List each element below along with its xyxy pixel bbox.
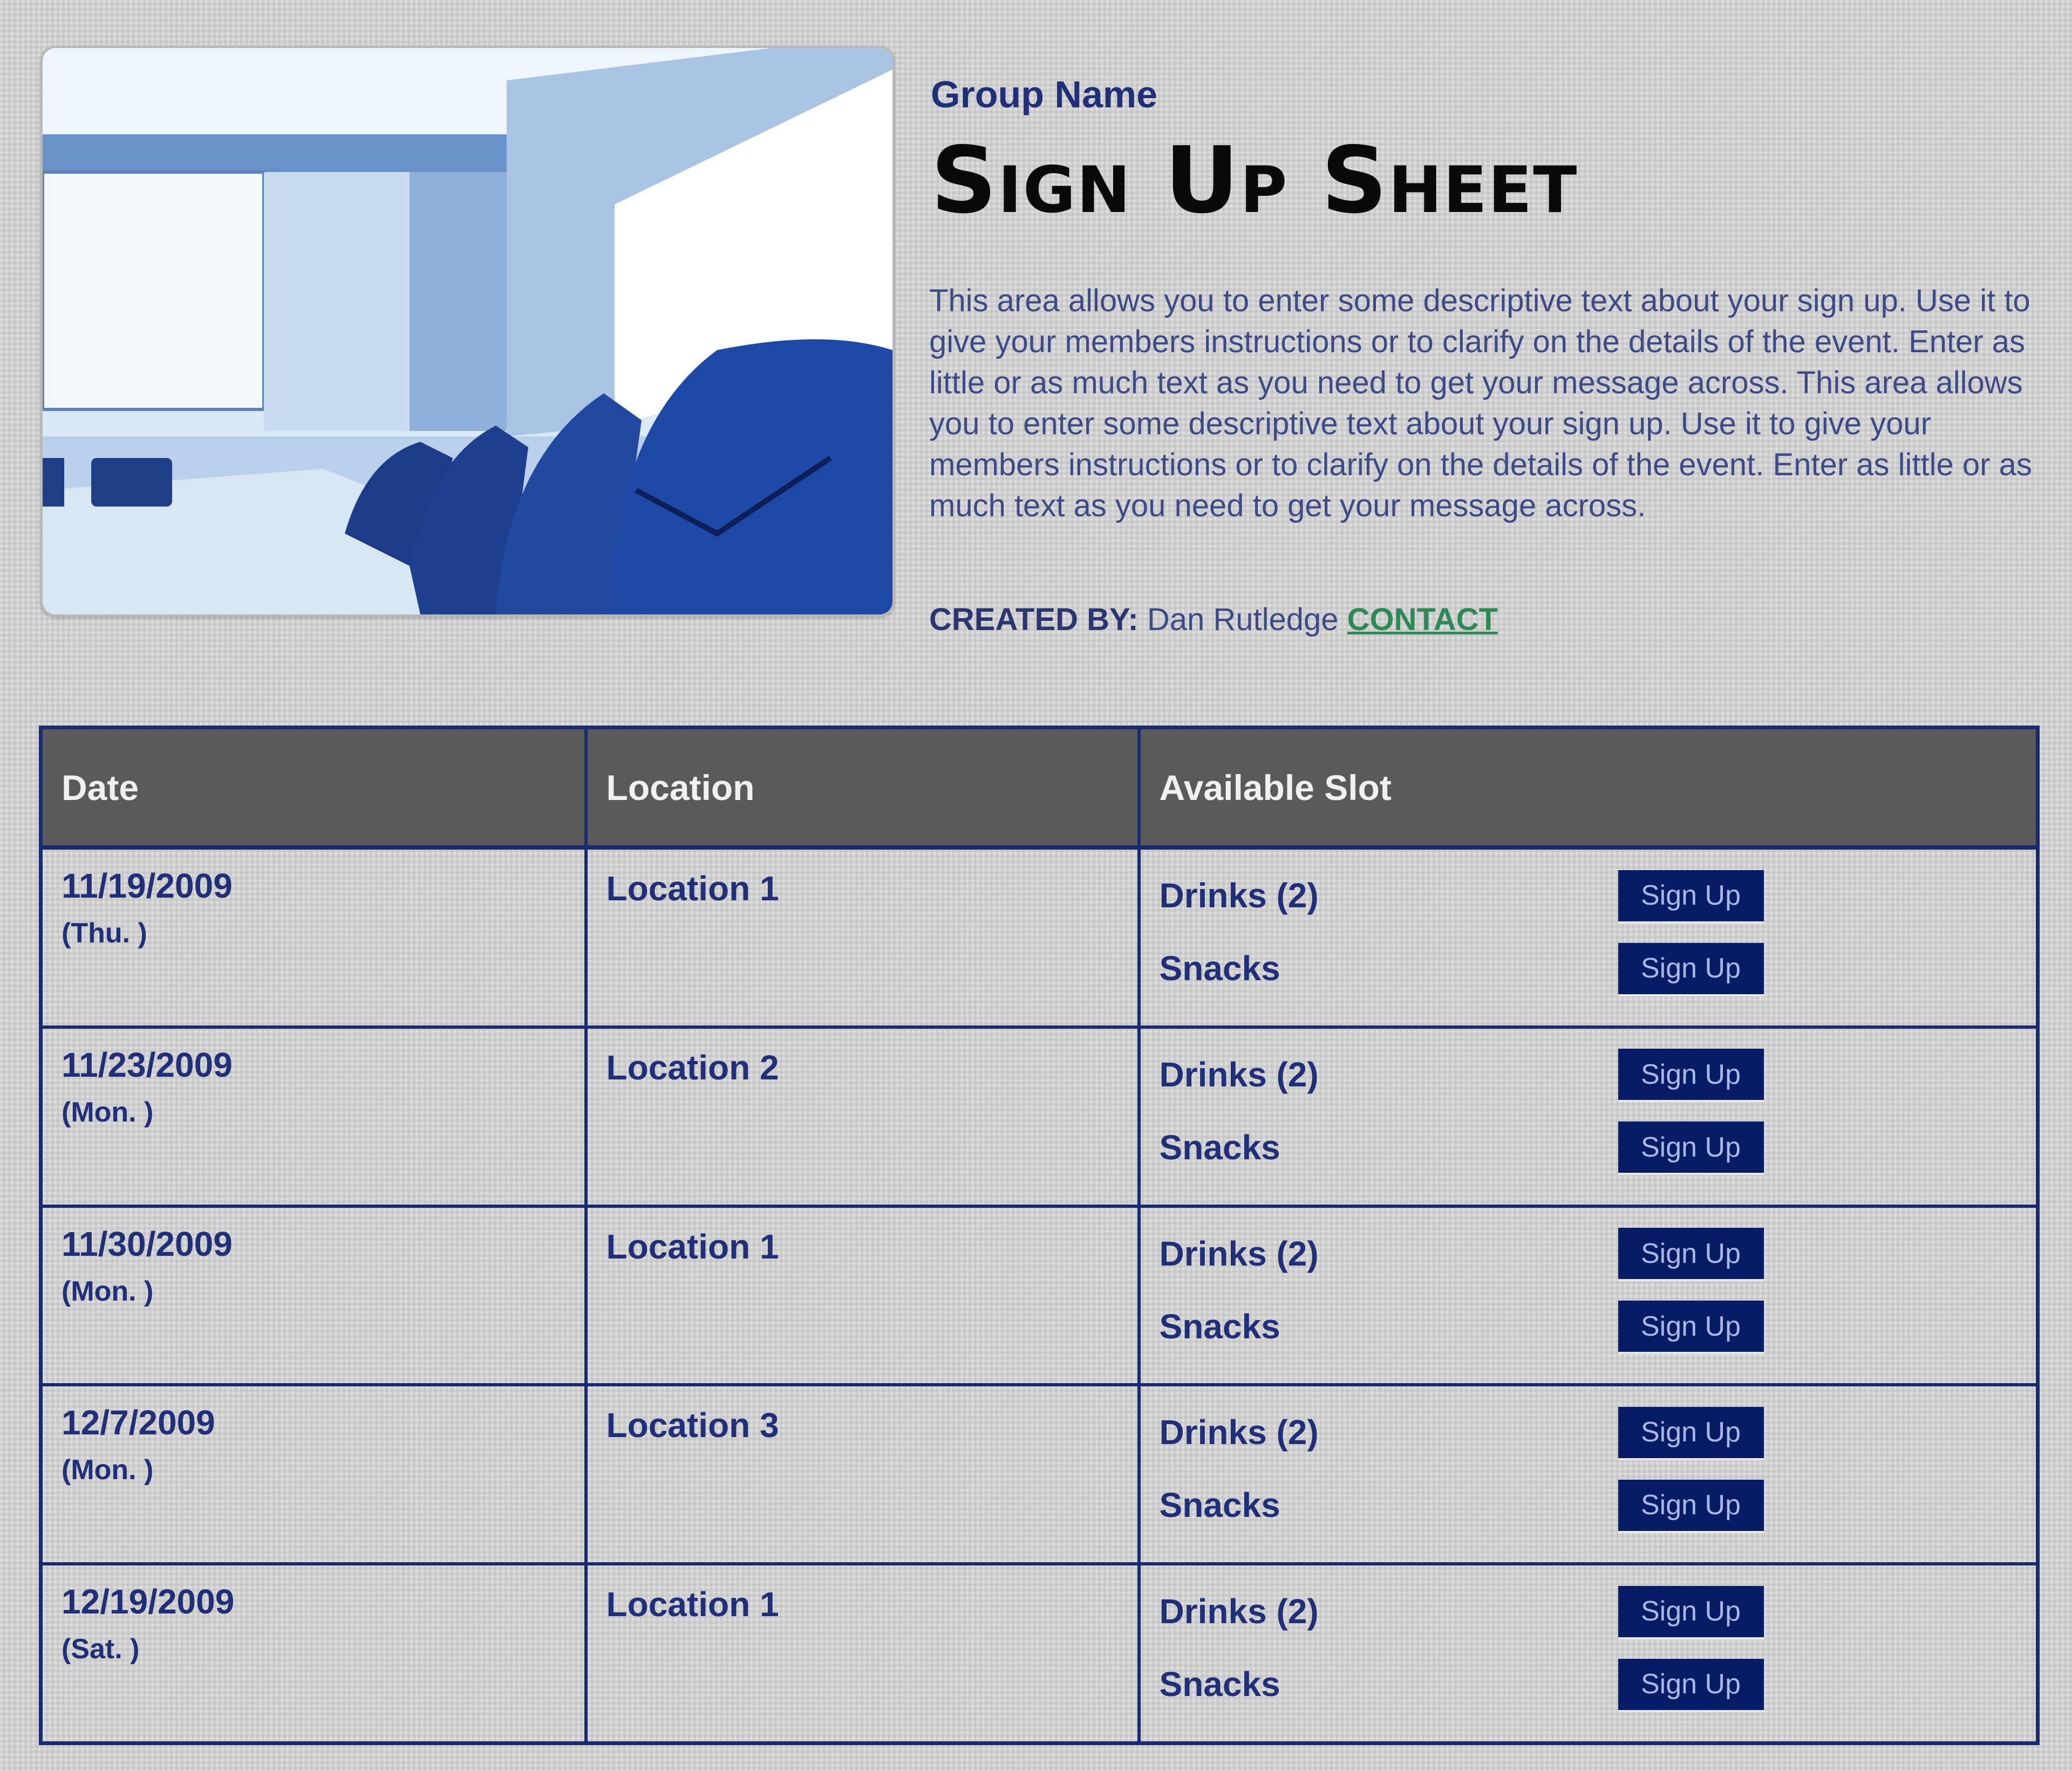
location-cell: Location 2	[586, 1027, 1139, 1206]
slot-item	[1160, 1048, 2036, 1102]
slot-name: Drinks (2)	[1159, 1055, 1319, 1094]
column-header-date: Date	[41, 728, 586, 848]
location-cell: Location 1	[586, 1564, 1139, 1743]
slots-cell	[1139, 1206, 2038, 1385]
day-of-week: (Thu. )	[62, 918, 147, 949]
day-of-week: (Sat. )	[62, 1633, 140, 1665]
slot-item	[1160, 1478, 2036, 1532]
creator-name: Dan Rutledge	[1147, 602, 1339, 637]
date: 12/19/2009	[62, 1582, 235, 1622]
date-cell	[41, 1385, 586, 1564]
table-row	[41, 1206, 2038, 1385]
page-title: Sign Up Sheet	[931, 127, 1578, 234]
table-row	[41, 1027, 2038, 1206]
day-of-week: (Mon. )	[62, 1454, 154, 1486]
date-cell	[41, 1564, 586, 1743]
slot-name: Drinks (2)	[1159, 1413, 1319, 1452]
slots-cell	[1139, 1564, 2038, 1743]
conference-room-illustration	[43, 48, 892, 614]
slot-item	[1160, 1584, 2036, 1638]
location-cell: Location 3	[586, 1385, 1139, 1564]
description-text: This area allows you to enter some descriptive text about your sign up. Use it to give your members instructions or to clarify on the details of the event. Enter as little or as much text as you need to get your message across. This area allows you to enter some descriptive text about your sign up. Use it to give your members instructions or to clarify on the details of the event. Enter as little or as much text as you need to get your message across.	[929, 283, 2032, 523]
contact-link[interactable]: CONTACT	[1347, 602, 1498, 637]
sign-up-button[interactable]: Sign Up	[1618, 1659, 1764, 1710]
day-of-week: (Mon. )	[62, 1275, 154, 1307]
slots-cell	[1139, 847, 2038, 1027]
date: 11/30/2009	[62, 1224, 233, 1263]
date-cell	[41, 1206, 586, 1385]
date: 11/23/2009	[62, 1045, 233, 1084]
sign-up-button[interactable]: Sign Up	[1618, 1480, 1764, 1531]
slot-item	[1160, 1405, 2036, 1459]
sign-up-button[interactable]: Sign Up	[1618, 943, 1764, 994]
sign-up-button[interactable]: Sign Up	[1618, 1228, 1764, 1279]
slot-name: Snacks	[1159, 1127, 1280, 1167]
group-name: Group Name	[931, 73, 1158, 115]
slot-item	[1160, 1227, 2036, 1281]
slot-name: Drinks (2)	[1159, 1592, 1319, 1631]
sign-up-button[interactable]: Sign Up	[1618, 1407, 1764, 1458]
created-by	[929, 601, 1498, 638]
slot-item	[1160, 1300, 2036, 1353]
conference-room-photo	[40, 46, 895, 617]
slot-name: Drinks (2)	[1159, 1234, 1319, 1273]
sign-up-button[interactable]: Sign Up	[1618, 870, 1764, 921]
column-header-location: Location	[586, 728, 1139, 848]
slot-name: Snacks	[1159, 1486, 1280, 1525]
slot-item	[1160, 941, 2036, 995]
date-cell	[41, 847, 586, 1027]
sign-up-button[interactable]: Sign Up	[1618, 1301, 1764, 1352]
slot-name: Snacks	[1159, 1307, 1280, 1346]
location-cell: Location 1	[586, 1206, 1139, 1385]
table-row	[41, 847, 2038, 1027]
slot-item	[1160, 1120, 2036, 1174]
table-row	[41, 1385, 2038, 1564]
header	[931, 73, 2042, 234]
date-cell	[41, 1027, 586, 1206]
slot-name: Drinks (2)	[1159, 876, 1319, 915]
slot-name: Snacks	[1159, 1665, 1280, 1704]
created-by-label: CREATED BY:	[929, 602, 1139, 637]
slot-name: Snacks	[1159, 949, 1280, 988]
slots-cell	[1139, 1385, 2038, 1564]
date: 12/7/2009	[62, 1403, 215, 1442]
day-of-week: (Mon. )	[62, 1096, 154, 1128]
sign-up-button[interactable]: Sign Up	[1618, 1122, 1764, 1173]
table-row	[41, 1564, 2038, 1743]
slot-item	[1160, 1657, 2036, 1711]
column-header-available-slot: Available Slot	[1139, 728, 2038, 848]
slot-item	[1160, 869, 2036, 922]
signup-table	[39, 726, 2040, 1745]
sign-up-button[interactable]: Sign Up	[1618, 1586, 1764, 1637]
date: 11/19/2009	[62, 866, 233, 905]
sign-up-button[interactable]: Sign Up	[1618, 1049, 1764, 1100]
slots-cell	[1139, 1027, 2038, 1206]
location-cell: Location 1	[586, 847, 1139, 1027]
table-header-row	[41, 728, 2038, 848]
